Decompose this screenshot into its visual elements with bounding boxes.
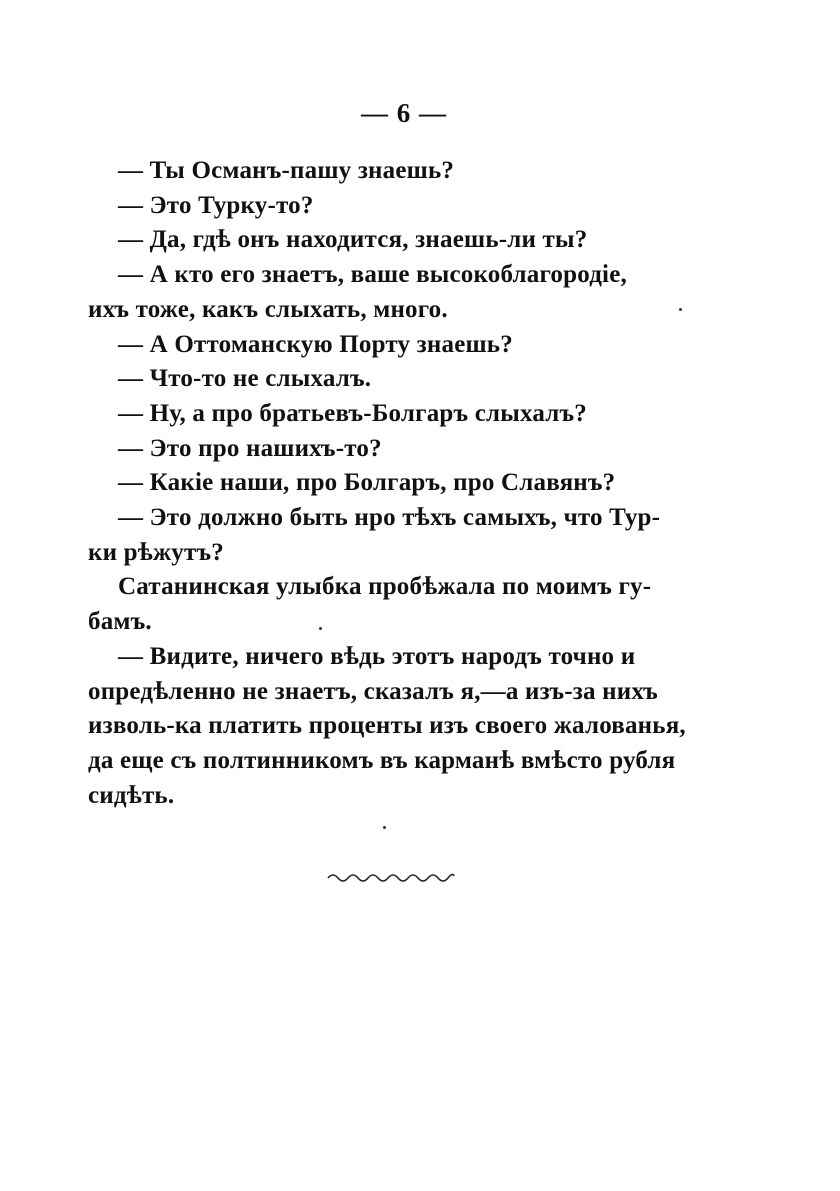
print-speck bbox=[319, 627, 322, 630]
text-line: — Видите, ничего вѣдь этотъ народъ точно и bbox=[118, 642, 636, 670]
text-line: — Что-то не слыхалъ. bbox=[118, 365, 372, 393]
text-line: — Это должно быть нро тѣхъ самыхъ, что Тур- bbox=[118, 504, 661, 532]
text-line: Сатанинская улыбка пробѣжала по моимъ гу- bbox=[118, 573, 652, 601]
body-text bbox=[88, 154, 722, 813]
text-line: сидѣть. bbox=[88, 781, 175, 809]
text-line: — Это Турку-то? bbox=[118, 191, 314, 219]
text-line: бамъ. bbox=[88, 608, 152, 636]
text-line: изволь-ка платить проценты изъ своего жалованья, bbox=[88, 712, 686, 740]
text-line: ки рѣжутъ? bbox=[88, 538, 224, 566]
wavy-line-ornament bbox=[326, 868, 456, 886]
text-line: опредѣленно не знаетъ, сказалъ я,—а изъ-за нихъ bbox=[88, 677, 658, 705]
print-speck bbox=[679, 308, 682, 311]
text-line: да еще съ полтинникомъ въ карманѣ вмѣсто рубля bbox=[88, 746, 676, 774]
text-line: — Это про нашихъ-то? bbox=[118, 434, 382, 462]
print-speck bbox=[383, 826, 386, 829]
text-line: — Ну, а про братьевъ-Болгаръ слыхалъ? bbox=[118, 399, 587, 427]
page-number: — 6 — bbox=[361, 98, 447, 128]
text-line: — Какіе наши, про Болгаръ, про Славянъ? bbox=[118, 469, 616, 497]
text-line: — А Оттоманскую Порту знаешь? bbox=[118, 330, 513, 358]
text-line: — Да, гдѣ онъ находится, знаешь-ли ты? bbox=[118, 226, 588, 254]
text-line: — Ты Османъ-пашу знаешь? bbox=[118, 157, 455, 184]
text-line: — А кто его знаетъ, ваше высокоблагородіе, bbox=[118, 261, 627, 289]
text-line: ихъ тоже, какъ слыхать, много. bbox=[88, 295, 448, 323]
